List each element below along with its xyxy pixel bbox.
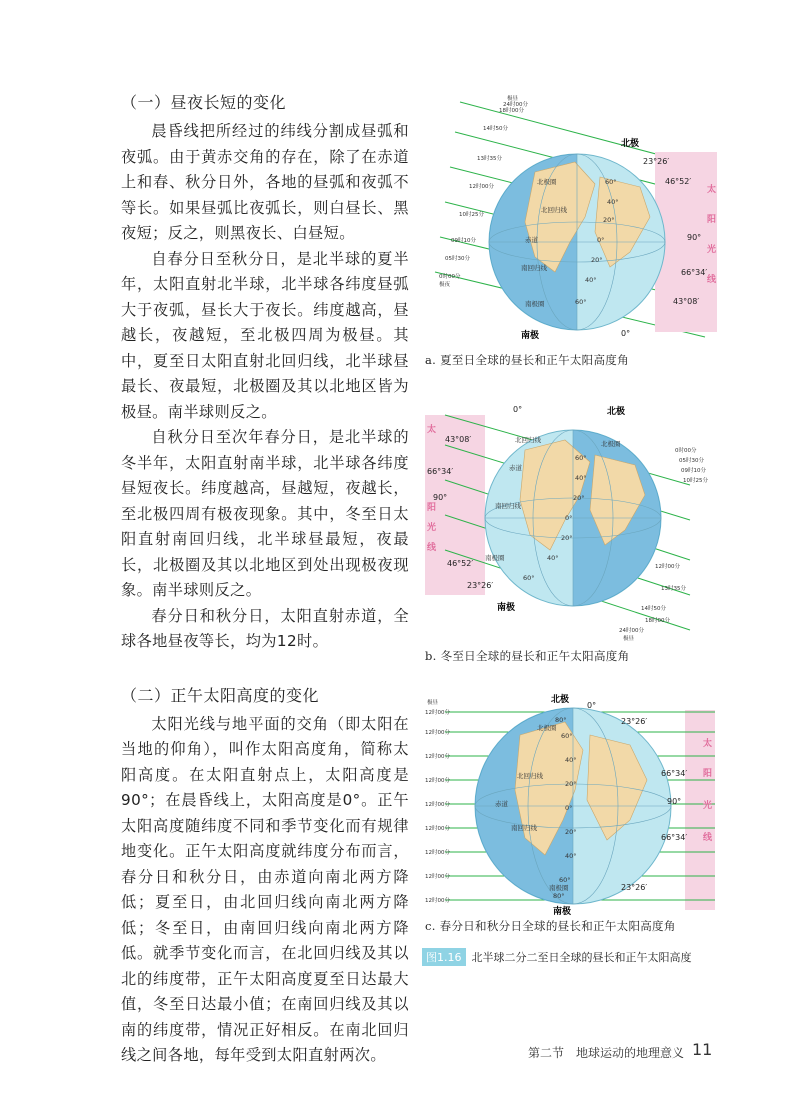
figure-c: [425, 690, 725, 934]
svg-text:40°: 40°: [575, 474, 587, 482]
svg-text:60°: 60°: [561, 732, 573, 740]
svg-text:12时00分: 12时00分: [425, 898, 450, 904]
svg-text:05时30分: 05时30分: [679, 458, 704, 464]
north-pole-label: 北极: [621, 139, 640, 149]
svg-text:0°: 0°: [597, 236, 605, 244]
svg-text:0°: 0°: [513, 405, 523, 414]
svg-text:极昼: 极昼: [507, 96, 519, 102]
hour-labels-c: [425, 698, 450, 904]
figure-number: 图1.16: [422, 948, 466, 966]
svg-text:23°26′: 23°26′: [621, 717, 648, 726]
text-column: [121, 86, 409, 1069]
svg-text:极昼: 极昼: [427, 700, 439, 706]
svg-text:极昼: 极昼: [623, 636, 635, 642]
svg-text:13时35分: 13时35分: [477, 156, 502, 162]
svg-text:60°: 60°: [575, 298, 587, 306]
svg-text:阳: 阳: [707, 215, 717, 225]
svg-text:0°: 0°: [565, 804, 573, 812]
paragraph: 春分日和秋分日，太阳直射赤道，全球各地昼夜等长，均为12时。: [121, 606, 409, 650]
svg-text:太: 太: [707, 185, 717, 195]
svg-text:阳: 阳: [427, 503, 437, 513]
section2-heading: （二）正午太阳高度的变化: [121, 685, 320, 705]
page-number: 11: [692, 1040, 713, 1059]
svg-text:09时10分: 09时10分: [681, 468, 706, 474]
paragraph: 晨昏线把所经过的纬线分割成昼弧和夜弧。由于黄赤交角的存在，除了在赤道上和春、秋分日外，各地的昼弧和夜弧不等长。如果昼弧比夜弧长，则白昼长、黑夜短；反之，则黑夜长、白昼短。: [121, 122, 409, 242]
svg-text:20°: 20°: [565, 828, 577, 836]
svg-text:40°: 40°: [547, 554, 559, 562]
figure-b: [425, 400, 725, 664]
svg-text:赤道: 赤道: [525, 236, 538, 244]
svg-text:光: 光: [427, 523, 437, 533]
svg-text:0时00分: 0时00分: [675, 448, 697, 454]
svg-text:阳: 阳: [703, 769, 713, 779]
figure-a: [425, 92, 725, 368]
svg-text:光: 光: [707, 245, 717, 255]
svg-text:0°: 0°: [565, 514, 573, 522]
svg-text:66°34′: 66°34′: [661, 769, 688, 778]
svg-text:23°26′: 23°26′: [643, 157, 670, 166]
svg-text:80°: 80°: [553, 892, 565, 900]
svg-text:90°: 90°: [433, 493, 448, 502]
svg-text:66°34′: 66°34′: [681, 268, 708, 277]
globe-diagram-b: [425, 400, 725, 646]
svg-text:南极圈: 南极圈: [485, 554, 505, 562]
south-pole-label: 南极: [497, 603, 516, 613]
figure-caption-a: a. 夏至日全球的昼长和正午太阳高度角: [425, 353, 629, 367]
svg-text:北回归线: 北回归线: [515, 436, 541, 444]
svg-text:40°: 40°: [585, 276, 597, 284]
svg-text:14时50分: 14时50分: [641, 606, 666, 612]
svg-text:南回归线: 南回归线: [521, 264, 547, 272]
svg-text:18时00分: 18时00分: [499, 108, 524, 114]
svg-text:南极圈: 南极圈: [549, 884, 569, 892]
svg-text:46°52′: 46°52′: [665, 177, 692, 186]
svg-text:赤道: 赤道: [509, 464, 522, 472]
svg-text:24时00分: 24时00分: [619, 628, 644, 634]
svg-text:43°08′: 43°08′: [673, 297, 700, 306]
svg-text:60°: 60°: [523, 574, 535, 582]
svg-text:09时10分: 09时10分: [451, 238, 476, 244]
svg-text:12时00分: 12时00分: [425, 802, 450, 808]
south-pole-label: 南极: [521, 331, 540, 341]
footer-section: 第二节 地球运动的地理意义: [528, 1046, 685, 1060]
svg-text:20°: 20°: [561, 534, 573, 542]
svg-text:43°08′: 43°08′: [445, 435, 472, 444]
section1-heading: （一）昼夜长短的变化: [121, 93, 287, 112]
svg-text:10时25分: 10时25分: [459, 212, 484, 218]
svg-text:60°: 60°: [605, 178, 617, 186]
svg-text:北极圈: 北极圈: [601, 440, 621, 448]
svg-text:40°: 40°: [565, 852, 577, 860]
svg-text:60°: 60°: [575, 454, 587, 462]
svg-text:北极圈: 北极圈: [537, 724, 557, 732]
svg-text:12时00分: 12时00分: [425, 778, 450, 784]
figure-caption-b: b. 冬至日全球的昼长和正午太阳高度角: [425, 649, 630, 663]
svg-text:线: 线: [427, 543, 437, 553]
svg-text:太: 太: [703, 739, 713, 749]
svg-text:60°: 60°: [559, 876, 571, 884]
svg-text:12时00分: 12时00分: [425, 710, 450, 716]
figure-caption-c: c. 春分日和秋分日全球的昼长和正午太阳高度角: [425, 919, 676, 933]
figure-title: [422, 948, 692, 966]
svg-text:20°: 20°: [603, 216, 615, 224]
svg-text:南回归线: 南回归线: [511, 824, 537, 832]
north-pole-label: 北极: [551, 695, 570, 705]
svg-text:12时00分: 12时00分: [655, 564, 680, 570]
svg-text:23°26′: 23°26′: [621, 883, 648, 892]
svg-text:40°: 40°: [607, 198, 619, 206]
svg-text:北回归线: 北回归线: [541, 206, 567, 214]
svg-text:24时00分: 24时00分: [503, 102, 528, 108]
svg-text:66°34′: 66°34′: [661, 833, 688, 842]
svg-text:光: 光: [703, 801, 713, 811]
svg-text:南回归线: 南回归线: [495, 502, 521, 510]
svg-text:10时25分: 10时25分: [683, 478, 708, 484]
svg-text:18时00分: 18时00分: [645, 618, 670, 624]
svg-text:太: 太: [427, 425, 437, 435]
svg-text:13时35分: 13时35分: [661, 586, 686, 592]
svg-text:南极圈: 南极圈: [525, 300, 545, 308]
paragraph: 太阳光线与地平面的交角（即太阳在当地的仰角），叫作太阳高度角，简称太阳高度。在太阳直射点上，太阳高度是90°；在晨昏线上，太阳高度是0°。正午太阳高度随纬度不同和季节变化而有规律地变化。正午太阳高度就纬度分布而言，春分日和秋分日，由赤道向南北两方降低；夏至日，由北回归线向南北两方降低；冬至日，由南回归线向南北两方降低。就季节变化而言，在北回归线及其以北的纬度带，正午太阳高度夏至日达最大值，冬至日达最小值；在南回归线及其以南的纬度带，情况正好相反。在南北回归线之间各地，每年受到太阳直射两次。: [121, 714, 409, 1064]
svg-text:北极圈: 北极圈: [537, 178, 557, 186]
svg-text:0°: 0°: [621, 329, 631, 338]
svg-text:北回归线: 北回归线: [517, 772, 543, 780]
svg-text:20°: 20°: [573, 494, 585, 502]
svg-text:12时00分: 12时00分: [425, 874, 450, 880]
svg-text:90°: 90°: [687, 233, 702, 242]
svg-text:20°: 20°: [591, 256, 603, 264]
svg-text:20°: 20°: [565, 780, 577, 788]
svg-text:12时00分: 12时00分: [425, 826, 450, 832]
svg-text:0°: 0°: [587, 701, 597, 710]
svg-text:23°26′: 23°26′: [467, 581, 494, 590]
svg-text:线: 线: [707, 275, 717, 285]
figure-title-text: 北半球二分二至日全球的昼长和正午太阳高度: [471, 951, 692, 964]
globe-diagram-c: [425, 690, 725, 916]
paragraph: 自春分日至秋分日，是北半球的夏半年，太阳直射北半球，北半球各纬度昼弧大于夜弧，昼长大于夜长。纬度越高，昼越长，夜越短，至北极四周为极昼。其中，夏至日太阳直射北回归线，北半球昼最长、夜最短，北极圈及其以北地区皆为极昼。南半球则反之。: [121, 249, 409, 421]
svg-text:90°: 90°: [667, 797, 682, 806]
north-pole-label: 北极: [607, 407, 626, 417]
svg-text:赤道: 赤道: [495, 800, 508, 808]
svg-text:线: 线: [703, 833, 713, 843]
svg-text:05时30分: 05时30分: [445, 256, 470, 262]
paragraph: 自秋分日至次年春分日，是北半球的冬半年，太阳直射南半球，北半球各纬度昼短夜长。纬度越高，昼越短，夜越长，至北极四周有极夜现象。其中，冬至日太阳直射南回归线，北半球昼最短，夜最长，北极圈及其以北地区到处出现极夜现象。南半球则反之。: [121, 428, 409, 599]
globe-diagram-a: [425, 92, 725, 350]
svg-text:46°52′: 46°52′: [447, 559, 474, 568]
south-pole-label: 南极: [553, 907, 572, 916]
svg-text:80°: 80°: [555, 716, 567, 724]
svg-text:40°: 40°: [565, 756, 577, 764]
svg-text:12时00分: 12时00分: [469, 184, 494, 190]
svg-text:12时00分: 12时00分: [425, 730, 450, 736]
svg-text:12时00分: 12时00分: [425, 754, 450, 760]
svg-text:极夜: 极夜: [439, 282, 451, 288]
svg-text:14时50分: 14时50分: [483, 126, 508, 132]
svg-text:0时00分: 0时00分: [439, 274, 461, 280]
svg-text:12时00分: 12时00分: [425, 850, 450, 856]
svg-text:66°34′: 66°34′: [427, 467, 454, 476]
